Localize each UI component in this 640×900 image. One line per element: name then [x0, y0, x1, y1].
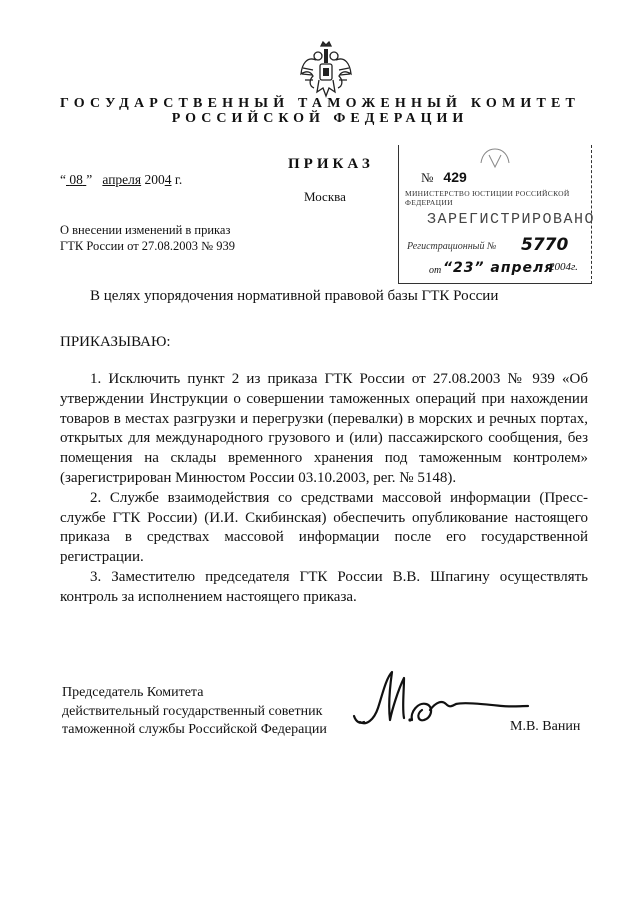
handwritten-signature: [352, 660, 532, 740]
document-date: [60, 172, 182, 188]
stamp-number-value: 429: [443, 169, 467, 185]
signatory-name: М.В. Ванин: [510, 719, 581, 734]
stamp-number: [421, 169, 467, 186]
stamp-emblem-icon: [477, 147, 513, 169]
date-quote-close: ”: [86, 172, 93, 187]
stamp-reg-number-value: 5770: [521, 235, 569, 255]
signatory-position-line-2: действительный государственный советник: [62, 703, 323, 719]
date-month: апреля: [102, 172, 142, 187]
date-day: 08: [69, 172, 83, 187]
stamp-number-label: №: [421, 170, 434, 185]
signatory-position-line-1: Председатель Комитета: [62, 685, 204, 700]
registration-stamp: [398, 145, 596, 284]
order-item-1: 1. Исключить пункт 2 из приказа ГТК России от 27.08.2003 № 939 «Об утверждении Инструкции о совершении таможенных операций при нахождении товаров в местах разгрузки и перегрузки (перевалки) в морских и речных портах, открытых для международного грузового и (или) пассажирского сообщения, без помещения на склады временного хранения под таможенным контролем» (зарегистрирован Минюстом России 03.10.2003, рег. № 5148).: [60, 371, 588, 486]
signatory-position-line-3: таможенной службы Российской Федерации: [62, 722, 327, 737]
document-city: Москва: [304, 189, 346, 204]
organization-name-line-2: РОССИЙСКОЙ ФЕДЕРАЦИИ: [171, 111, 469, 126]
signatory-position: [62, 684, 327, 740]
date-quote-open: “: [60, 172, 66, 187]
stamp-date-label: от: [429, 265, 442, 276]
stamp-registered: ЗАРЕГИСТРИРОВАНО: [427, 211, 596, 228]
order-item-2: 2. Службе взаимодействия со средствами массовой информации (Пресс-службе ГТК России) (И.И. Скибинская) обеспечить опубликование настоящего приказа в средствах массовой информации после его государственной регистрации.: [60, 489, 588, 566]
stamp-date-year: 2004г.: [549, 261, 578, 273]
subject-line-2: ГТК России от 27.08.2003 № 939: [60, 239, 235, 253]
document-subject: [60, 222, 235, 254]
date-year-prefix: 200: [144, 172, 165, 187]
organization-name-line-1: ГОСУДАРСТВЕННЫЙ ТАМОЖЕННЫЙ КОМИТЕТ: [59, 96, 581, 111]
subject-line-1: О внесении изменений в приказ: [60, 223, 231, 237]
date-suffix: г.: [174, 172, 183, 187]
date-year-digit: 4: [164, 172, 172, 187]
intro-paragraph: В целях упорядочения нормативной правовой базы ГТК России: [90, 288, 499, 304]
stamp-ministry: МИНИСТЕРСТВО ЮСТИЦИИ РОССИЙСКОЙ ФЕДЕРАЦИИ: [405, 189, 570, 207]
stamp-reg-number-label: Регистрационный №: [407, 241, 497, 252]
order-item-3: 3. Заместителю председателя ГТК России В.В. Шпагину осуществлять контроль за исполнением настоящего приказа.: [60, 568, 588, 605]
double-headed-eagle-emblem: [299, 40, 353, 100]
decree-heading: ПРИКАЗЫВАЮ:: [60, 334, 171, 350]
stamp-date-value: “23” апреля: [443, 260, 555, 276]
document-title: ПРИКАЗ: [288, 156, 374, 172]
order-body: [60, 370, 588, 608]
